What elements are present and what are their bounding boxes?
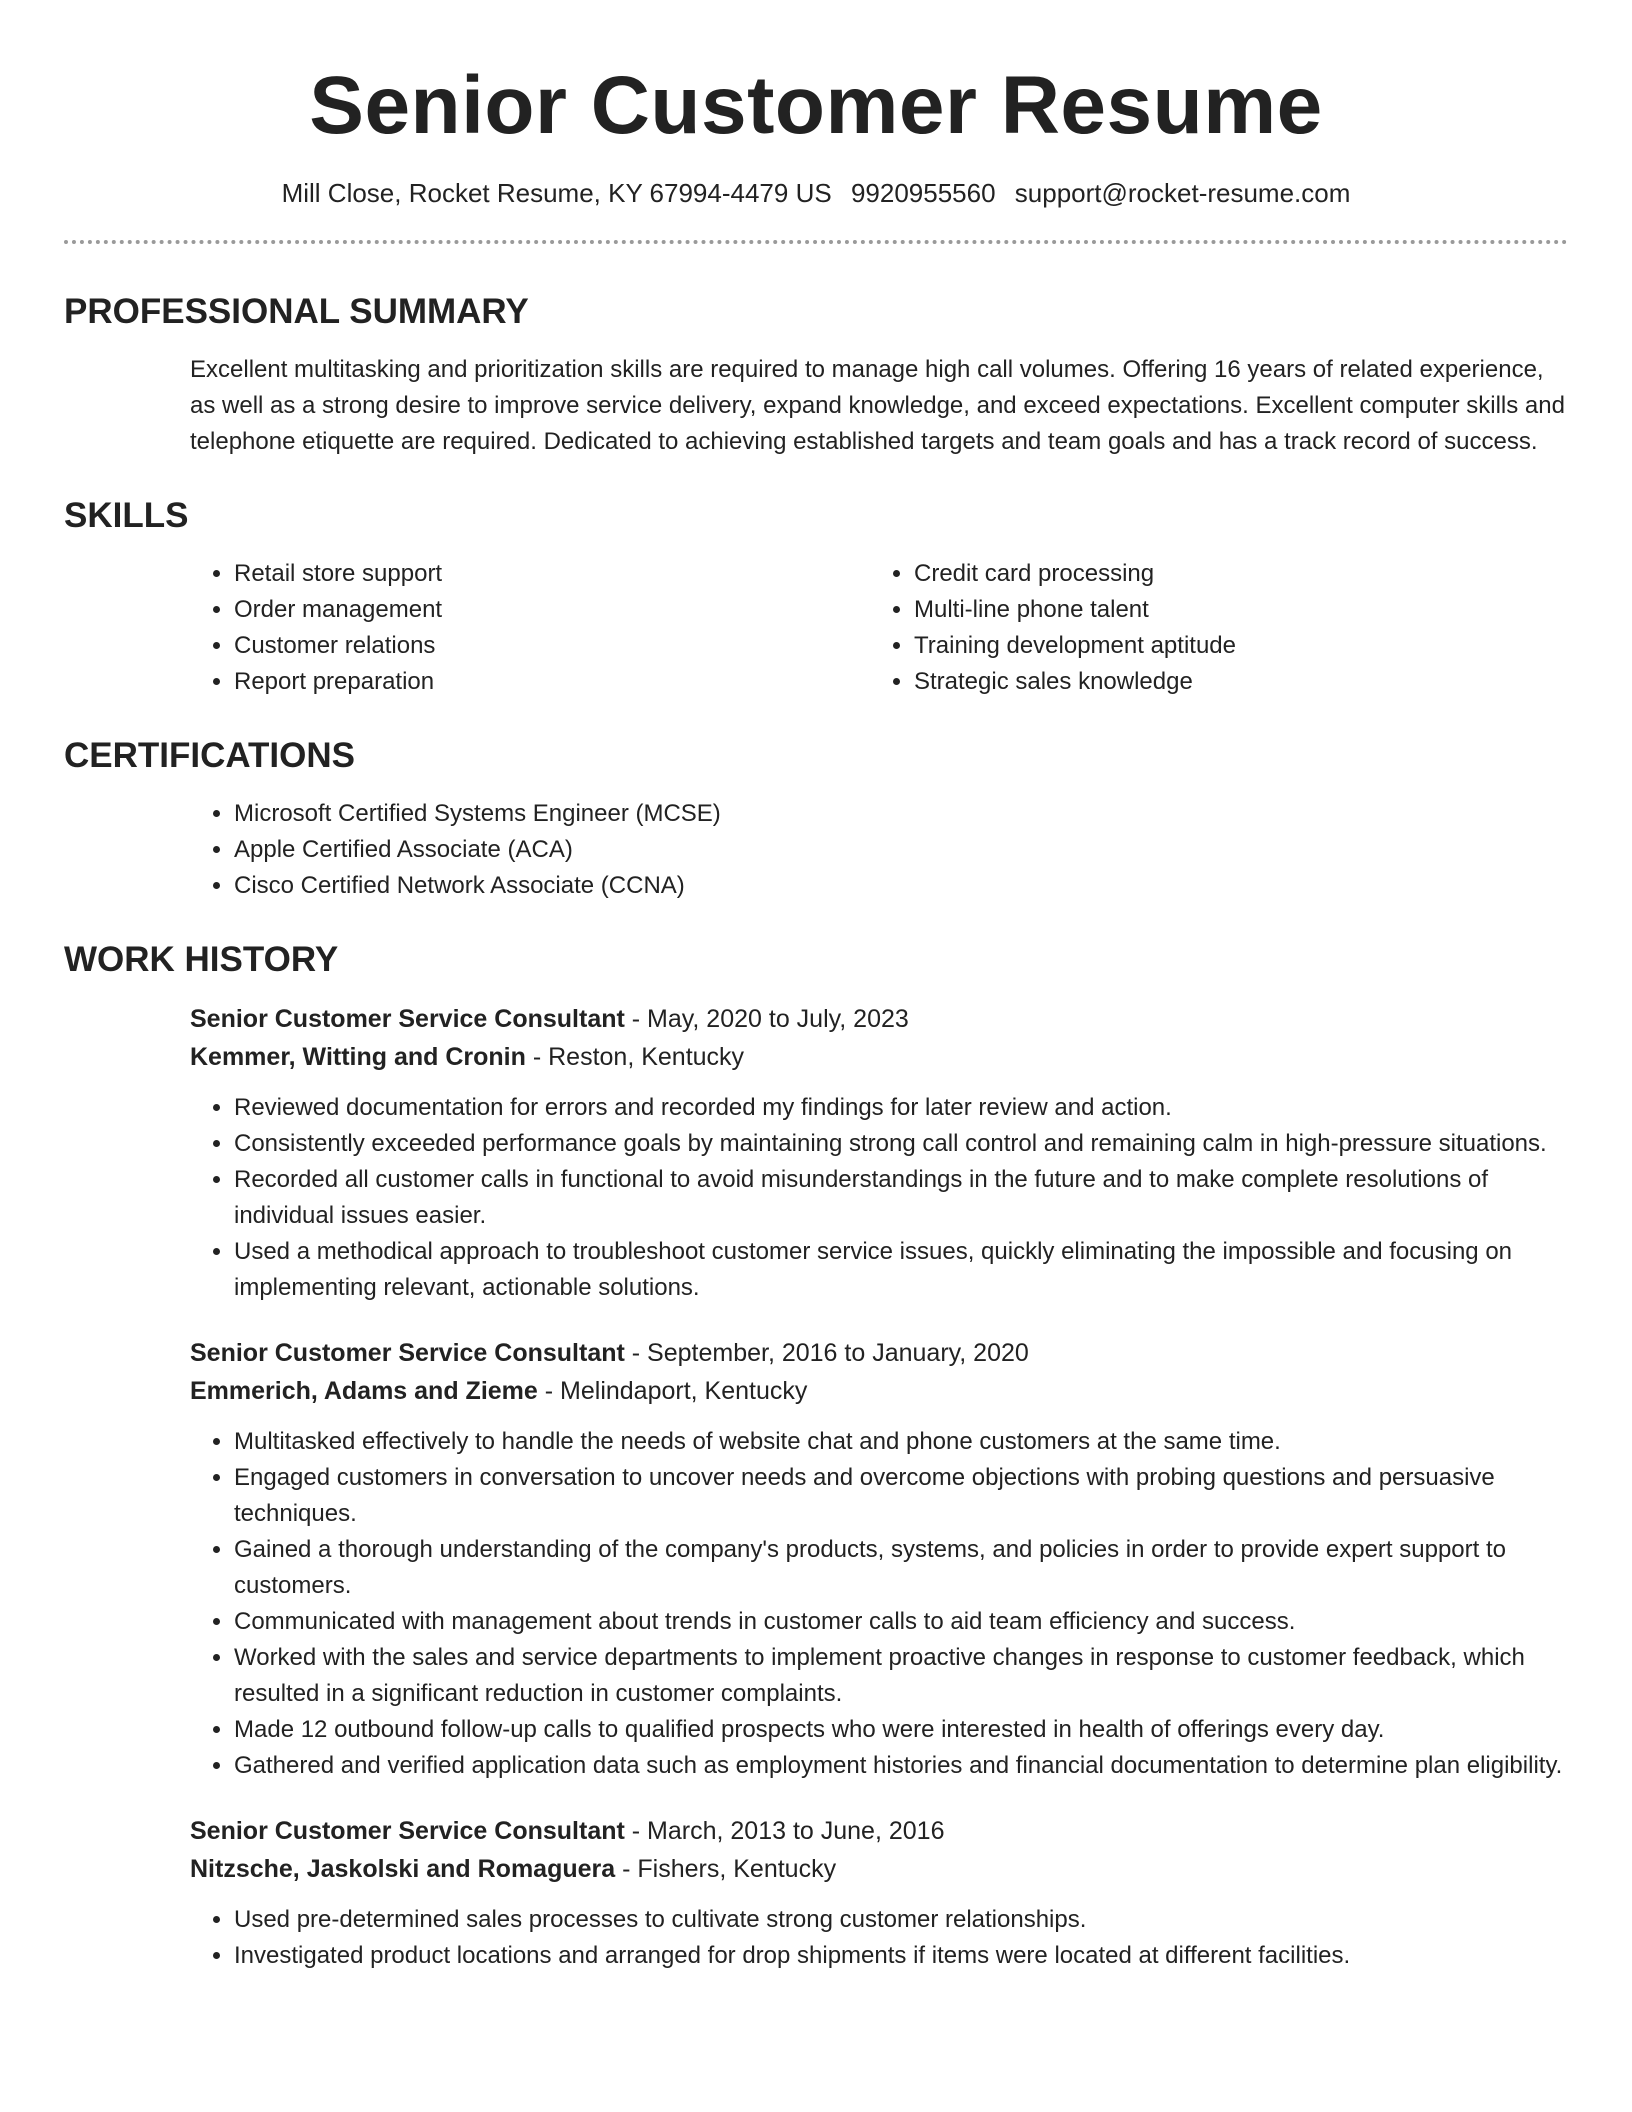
job-company: Nitzsche, Jaskolski and Romaguera [190,1855,616,1883]
skills-title: SKILLS [64,496,189,535]
skills-grid [190,556,1568,700]
job-location: - Reston, Kentucky [525,1043,745,1071]
job-company-line [190,1038,1568,1076]
job-entry [190,1334,1568,1784]
list-item: • Apple Certified Associate (ACA) [234,832,1568,868]
job-bullets [190,1902,1568,1974]
contact-phone: 9920955560 [850,178,996,208]
job-title-line [190,1000,1568,1038]
certifications-section [64,734,1568,904]
contact-line [64,176,1568,210]
skills-list-right [870,556,1550,700]
job-title: Senior Customer Service Consultant [190,1005,625,1033]
job-bullets [190,1424,1568,1784]
job-title: Senior Customer Service Consultant [190,1339,625,1367]
job-dates: - March, 2013 to June, 2016 [624,1817,945,1845]
list-item: • Multitasked effectively to handle the needs of website chat and phone customers at the same time. [234,1424,1568,1460]
summary-body [190,352,1568,460]
job-location: - Fishers, Kentucky [615,1855,837,1883]
list-item: • Investigated product locations and arranged for drop shipments if items were located at different facilities. [234,1938,1568,1974]
certifications-body [190,796,1568,904]
list-item: • Customer relations [234,628,870,664]
certifications-title: CERTIFICATIONS [64,736,356,775]
job-entry [190,1812,1568,1974]
list-item: • Worked with the sales and service departments to implement proactive changes in response to customer feedback, which resulted in a significant reduction in customer complaints. [234,1640,1568,1712]
job-entry [190,1000,1568,1306]
list-item: • Multi-line phone talent [914,592,1550,628]
skills-column-left [190,556,870,700]
list-item: • Used pre-determined sales processes to cultivate strong customer relationships. [234,1902,1568,1938]
job-title-line [190,1812,1568,1850]
job-company-line [190,1372,1568,1410]
list-item: • Used a methodical approach to troubleshoot customer service issues, quickly eliminating the impossible and focusing on implementing relevant, actionable solutions. [234,1234,1568,1306]
list-item: • Communicated with management about trends in customer calls to aid team efficiency and success. [234,1604,1568,1640]
list-item: • Cisco Certified Network Associate (CCNA) [234,868,1568,904]
list-item: • Engaged customers in conversation to uncover needs and overcome objections with probing questions and persuasive techniques. [234,1460,1568,1532]
skills-section [64,494,1568,700]
list-item: • Consistently exceeded performance goals by maintaining strong call control and remaining calm in high-pressure situations. [234,1126,1568,1162]
job-title: Senior Customer Service Consultant [190,1817,625,1845]
summary-title: PROFESSIONAL SUMMARY [64,292,529,331]
list-item: • Recorded all customer calls in functional to avoid misunderstandings in the future and to make complete resolutions of individual issues easier. [234,1162,1568,1234]
list-item: • Made 12 outbound follow-up calls to qualified prospects who were interested in health of offerings every day. [234,1712,1568,1748]
contact-address: Mill Close, Rocket Resume, KY 67994-4479 US [281,178,832,208]
list-item: • Gathered and verified application data such as employment histories and financial documentation to determine plan eligibility. [234,1748,1568,1784]
list-item: • Credit card processing [914,556,1550,592]
job-company: Kemmer, Witting and Cronin [190,1043,526,1071]
list-item: • Order management [234,592,870,628]
job-location: - Melindaport, Kentucky [537,1377,808,1405]
list-item: • Microsoft Certified Systems Engineer (MCSE) [234,796,1568,832]
list-item: • Retail store support [234,556,870,592]
list-item: • Report preparation [234,664,870,700]
skills-list-left [190,556,870,700]
contact-email: support@rocket-resume.com [1014,178,1351,208]
work-history-body [190,1000,1568,1974]
resume-name: Senior Customer Resume [309,60,1323,151]
certifications-list [190,796,1568,904]
job-company: Emmerich, Adams and Zieme [190,1377,538,1405]
job-title-line [190,1334,1568,1372]
work-history-section [64,938,1568,1974]
job-company-line [190,1850,1568,1888]
job-bullets [190,1090,1568,1306]
list-item: • Training development aptitude [914,628,1550,664]
list-item: • Reviewed documentation for errors and recorded my findings for later review and action. [234,1090,1568,1126]
work-history-title: WORK HISTORY [64,940,339,979]
job-dates: - September, 2016 to January, 2020 [624,1339,1029,1367]
job-dates: - May, 2020 to July, 2023 [624,1005,909,1033]
list-item: • Strategic sales knowledge [914,664,1550,700]
list-item: • Gained a thorough understanding of the company's products, systems, and policies in order to provide expert support to customers. [234,1532,1568,1604]
summary-text: Excellent multitasking and prioritization skills are required to manage high call volumes. Offering 16 years of related experience, as well as a strong desire to improve service delivery, expand knowledge, and exceed expectations. Excellent computer skills and telephone etiquette are required. Dedicated to achieving established targets and team goals and has a track record of success. [190,356,1565,455]
skills-column-right [870,556,1550,700]
header-divider [64,240,1568,244]
summary-section [64,290,1568,460]
